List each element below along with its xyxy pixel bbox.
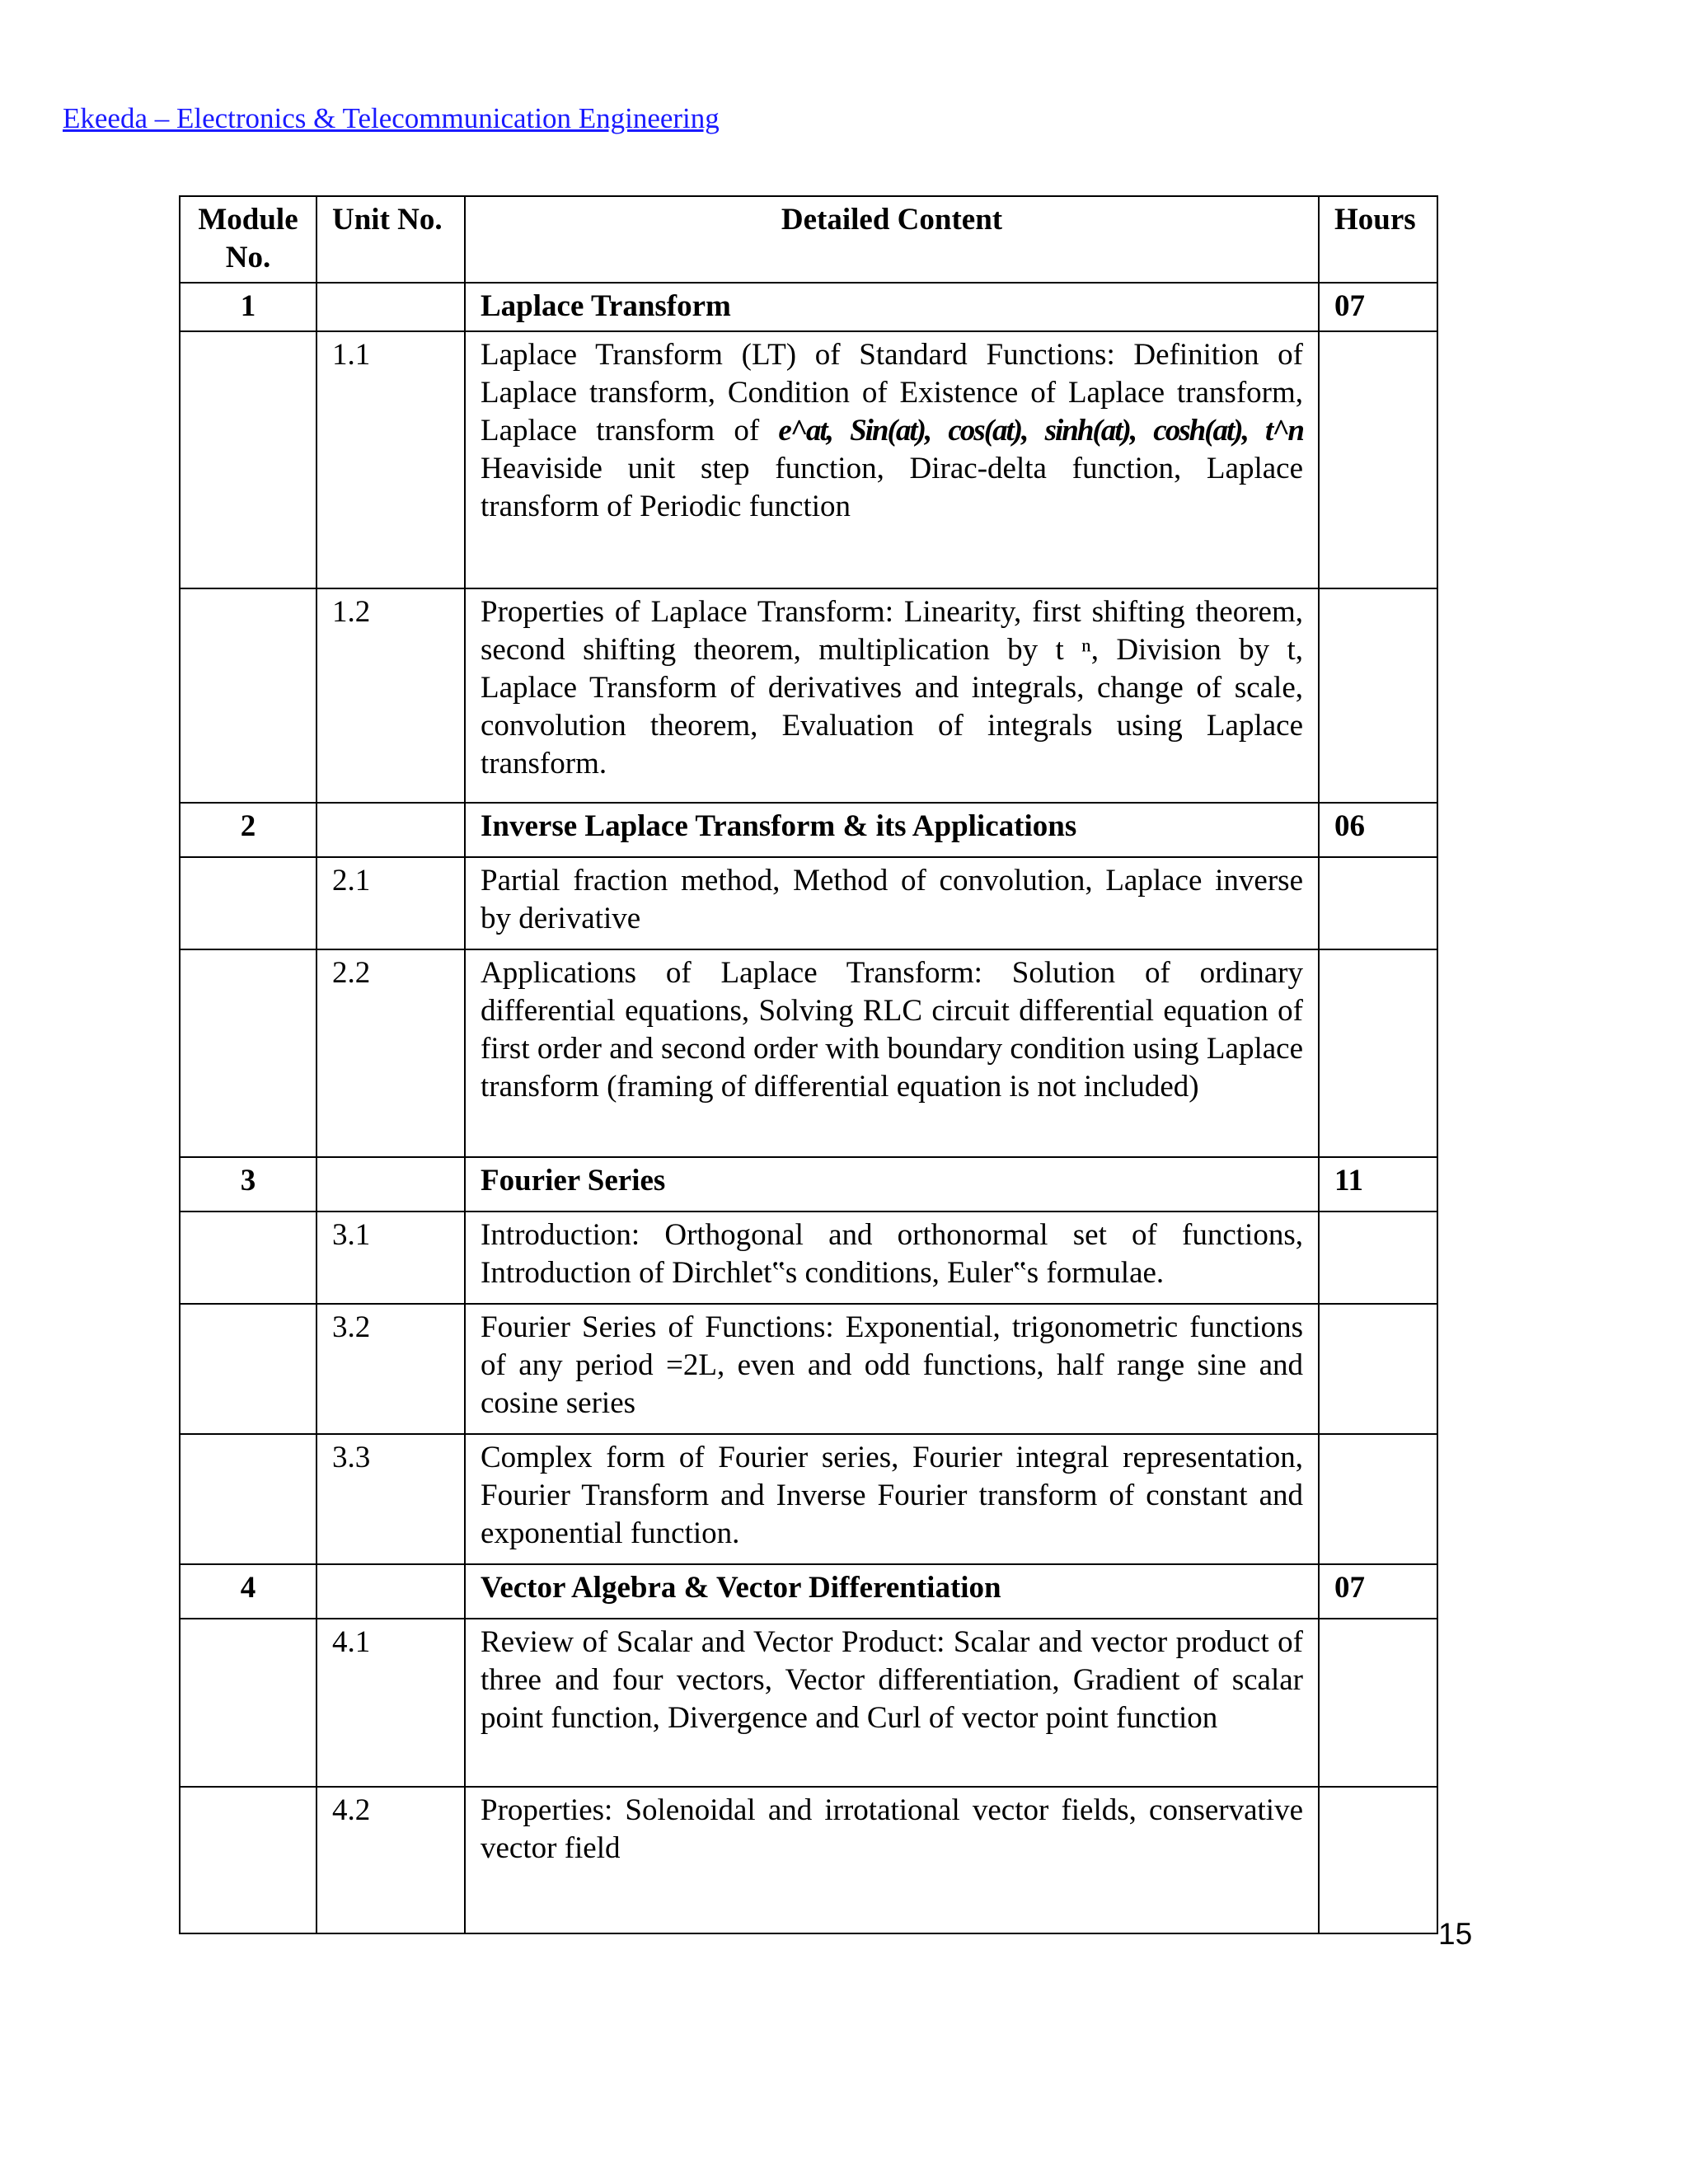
content-cell: Properties: Solenoidal and irrotational vector fields, conservative vector field [465, 1787, 1319, 1933]
unit-row [180, 949, 1437, 1157]
module-number-cell [180, 1212, 316, 1304]
table-header-row [180, 196, 1437, 283]
module-number-cell [180, 1787, 316, 1933]
content-cell: Fourier Series of Functions: Exponential, trigonometric functions of any period =2L, even and odd functions, half range sine and cosine series [465, 1304, 1319, 1434]
page-number: 15 [1438, 1917, 1473, 1951]
header-link[interactable]: Ekeeda – Electronics & Telecommunication Engineering [63, 102, 720, 134]
unit-number-cell [316, 283, 465, 331]
unit-number-cell: 3.3 [316, 1434, 465, 1564]
hours-cell [1319, 1619, 1437, 1787]
hours-cell: 06 [1319, 803, 1437, 857]
unit-row [180, 588, 1437, 803]
content-cell: Applications of Laplace Transform: Solution of ordinary differential equations, Solving RLC circuit differential equation of first order and second order with boundary condition using Laplace transform (framing of differential equation is not included) [465, 949, 1319, 1157]
module-title-cell: Inverse Laplace Transform & its Applications [465, 803, 1319, 857]
unit-row [180, 331, 1437, 588]
module-number-cell: 2 [180, 803, 316, 857]
unit-number-cell [316, 1157, 465, 1212]
module-number-cell [180, 331, 316, 588]
unit-row [180, 1434, 1437, 1564]
module-number-cell [180, 1619, 316, 1787]
module-row [180, 1157, 1437, 1212]
col-header-unit: Unit No. [316, 196, 465, 283]
hours-cell [1319, 1434, 1437, 1564]
module-number-cell: 3 [180, 1157, 316, 1212]
unit-number-cell: 4.2 [316, 1787, 465, 1933]
content-cell [465, 331, 1319, 588]
hours-cell [1319, 1304, 1437, 1434]
hours-cell: 11 [1319, 1157, 1437, 1212]
col-header-module: Module No. [180, 196, 316, 283]
hours-cell [1319, 1212, 1437, 1304]
unit-number-cell [316, 803, 465, 857]
syllabus-table [179, 195, 1438, 1934]
module-number-cell [180, 857, 316, 949]
unit-number-cell: 1.2 [316, 588, 465, 803]
module-number-cell [180, 588, 316, 803]
content-text: Laplace Transform (LT) of Standard Functions: Definition of Laplace transform, Condition of Existence of Laplace transform, Laplace transform of [481, 338, 1303, 448]
unit-number-cell: 4.1 [316, 1619, 465, 1787]
unit-row [180, 857, 1437, 949]
unit-row [180, 1787, 1437, 1933]
module-title-cell: Vector Algebra & Vector Differentiation [465, 1564, 1319, 1619]
content-cell: Complex form of Fourier series, Fourier integral representation, Fourier Transform and Inverse Fourier transform of constant and exponential function. [465, 1434, 1319, 1564]
module-title-cell: Laplace Transform [465, 283, 1319, 331]
unit-number-cell: 3.1 [316, 1212, 465, 1304]
hours-cell [1319, 588, 1437, 803]
unit-number-cell: 1.1 [316, 331, 465, 588]
module-number-cell [180, 1304, 316, 1434]
module-number-cell [180, 1434, 316, 1564]
content-cell: Partial fraction method, Method of convolution, Laplace inverse by derivative [465, 857, 1319, 949]
unit-row [180, 1304, 1437, 1434]
hours-cell: 07 [1319, 283, 1437, 331]
module-number-cell [180, 949, 316, 1157]
unit-number-cell [316, 1564, 465, 1619]
module-row [180, 1564, 1437, 1619]
col-header-hours: Hours [1319, 196, 1437, 283]
unit-number-cell: 2.2 [316, 949, 465, 1157]
module-row [180, 283, 1437, 331]
module-number-cell: 4 [180, 1564, 316, 1619]
unit-row [180, 1619, 1437, 1787]
hours-cell [1319, 857, 1437, 949]
col-header-content: Detailed Content [465, 196, 1319, 283]
module-number-cell: 1 [180, 283, 316, 331]
formula: e^at, Sin(at), cos(at), sinh(at), cosh(at), t^n [778, 414, 1303, 448]
module-row [180, 803, 1437, 857]
content-cell: Review of Scalar and Vector Product: Scalar and vector product of three and four vectors, Vector differentiation, Gradient of scalar point function, Divergence and Curl of vector point function [465, 1619, 1319, 1787]
content-text: Heaviside unit step function, Dirac-delta function, Laplace transform of Periodic function [481, 452, 1303, 523]
hours-cell [1319, 331, 1437, 588]
hours-cell: 07 [1319, 1564, 1437, 1619]
unit-number-cell: 3.2 [316, 1304, 465, 1434]
hours-cell [1319, 949, 1437, 1157]
module-title-cell: Fourier Series [465, 1157, 1319, 1212]
hours-cell [1319, 1787, 1437, 1933]
unit-number-cell: 2.1 [316, 857, 465, 949]
content-cell: Introduction: Orthogonal and orthonormal set of functions, Introduction of Dirchlet‟s conditions, Euler‟s formulae. [465, 1212, 1319, 1304]
content-cell: Properties of Laplace Transform: Linearity, first shifting theorem, second shifting theorem, multiplication by t ⁿ, Division by t, Laplace Transform of derivatives and integrals, change of scale, convolution theorem, Evaluation of integrals using Laplace transform. [465, 588, 1319, 803]
unit-row [180, 1212, 1437, 1304]
